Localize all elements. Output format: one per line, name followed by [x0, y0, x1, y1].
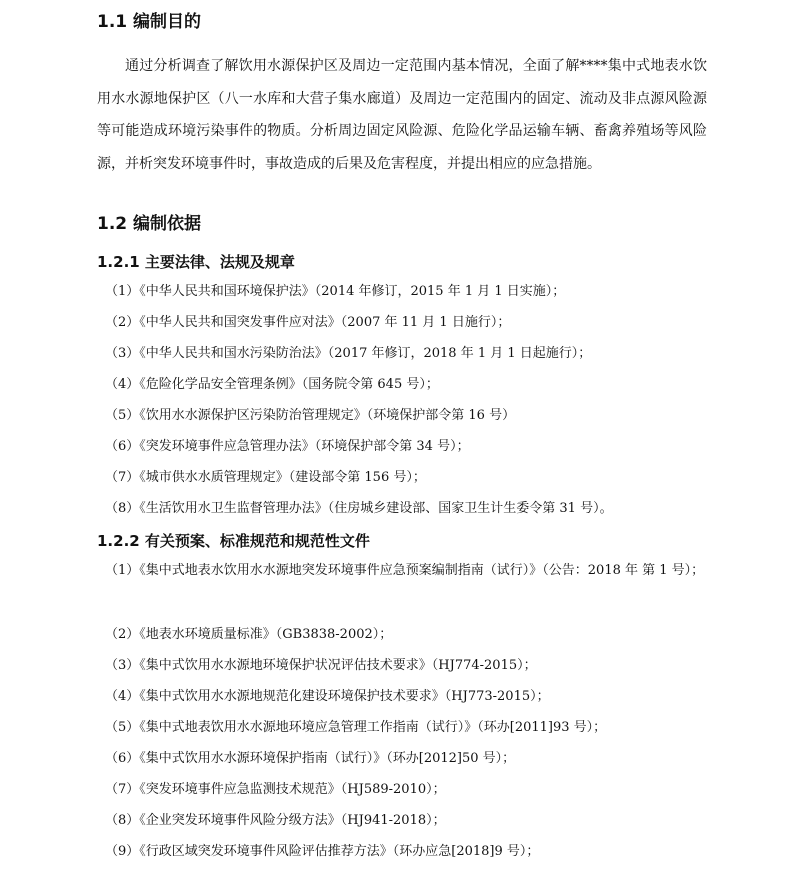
list-item: （9）《行政区域突发环境事件风险评估推荐方法》（环办应急[2018]9 号）；: [105, 844, 540, 859]
list-item: （6）《突发环境事件应急管理办法》（环境保护部令第 34 号）；: [105, 439, 470, 454]
list-item: （7）《突发环境事件应急监测技术规范》（HJ589-2010）；: [105, 782, 446, 797]
list-item: （4）《危险化学品安全管理条例》（国务院令第 645 号）；: [105, 377, 439, 392]
list-item: （5）《集中式地表饮用水水源地环境应急管理工作指南（试行）》（环办[2011]93 号）；: [105, 720, 607, 735]
list-item: （5）《饮用水水源保护区污染防治管理规定》（环境保护部令第 16 号）: [105, 408, 516, 423]
section-heading-1-1: 1.1 编制目的: [97, 12, 202, 32]
subsection-heading-1-2-1: 1.2.1 主要法律、法规及规章: [97, 253, 295, 271]
list-item: （6）《集中式饮用水水源环境保护指南（试行）》（环办[2012]50 号）；: [105, 751, 516, 766]
list-item: （8）《企业突发环境事件风险分级方法》（HJ941-2018）；: [105, 813, 446, 828]
list-item: （7）《城市供水水质管理规定》（建设部令第 156 号）；: [105, 470, 426, 485]
subsection-heading-1-2-2: 1.2.2 有关预案、标准规范和规范性文件: [97, 532, 370, 550]
list-item: （2）《地表水环境质量标准》（GB3838-2002）；: [105, 627, 393, 642]
list-item: （4）《集中式饮用水水源地规范化建设环境保护技术要求》（HJ773-2015）；: [105, 689, 550, 704]
list-item: （3）《集中式饮用水水源地环境保护状况评估技术要求》（HJ774-2015）；: [105, 658, 537, 673]
section-paragraph-purpose: 通过分析调查了解饮用水源保护区及周边一定范围内基本情况，全面了解****集中式地表水饮用水水源地保护区（八一水库和大营子集水廊道）及周边一定范围内的固定、流动及非点源风险源等可能造成环境污染事件的物质。分析周边固定风险源、危险化学品运输车辆、畜禽养殖场等风险源，并析突发环境事件时，事故造成的后果及危害程度，并提出相应的应急措施。: [97, 58, 707, 172]
list-item: （3）《中华人民共和国水污染防治法》（2017 年修订，2018 年 1 月 1 日起施行）；: [105, 346, 592, 361]
list-item: （1）《集中式地表水饮用水水源地突发环境事件应急预案编制指南（试行）》（公告：2018 年 第 1 号）；: [105, 563, 705, 578]
list-item: （1）《中华人民共和国环境保护法》（2014 年修订，2015 年 1 月 1 日实施）；: [105, 284, 566, 299]
list-item: （8）《生活饮用水卫生监督管理办法》（住房城乡建设部、国家卫生计生委令第 31 号）。: [105, 501, 613, 516]
list-item: （2）《中华人民共和国突发事件应对法》（2007 年 11 月 1 日施行）；: [105, 315, 511, 330]
section-heading-1-2: 1.2 编制依据: [97, 214, 202, 234]
